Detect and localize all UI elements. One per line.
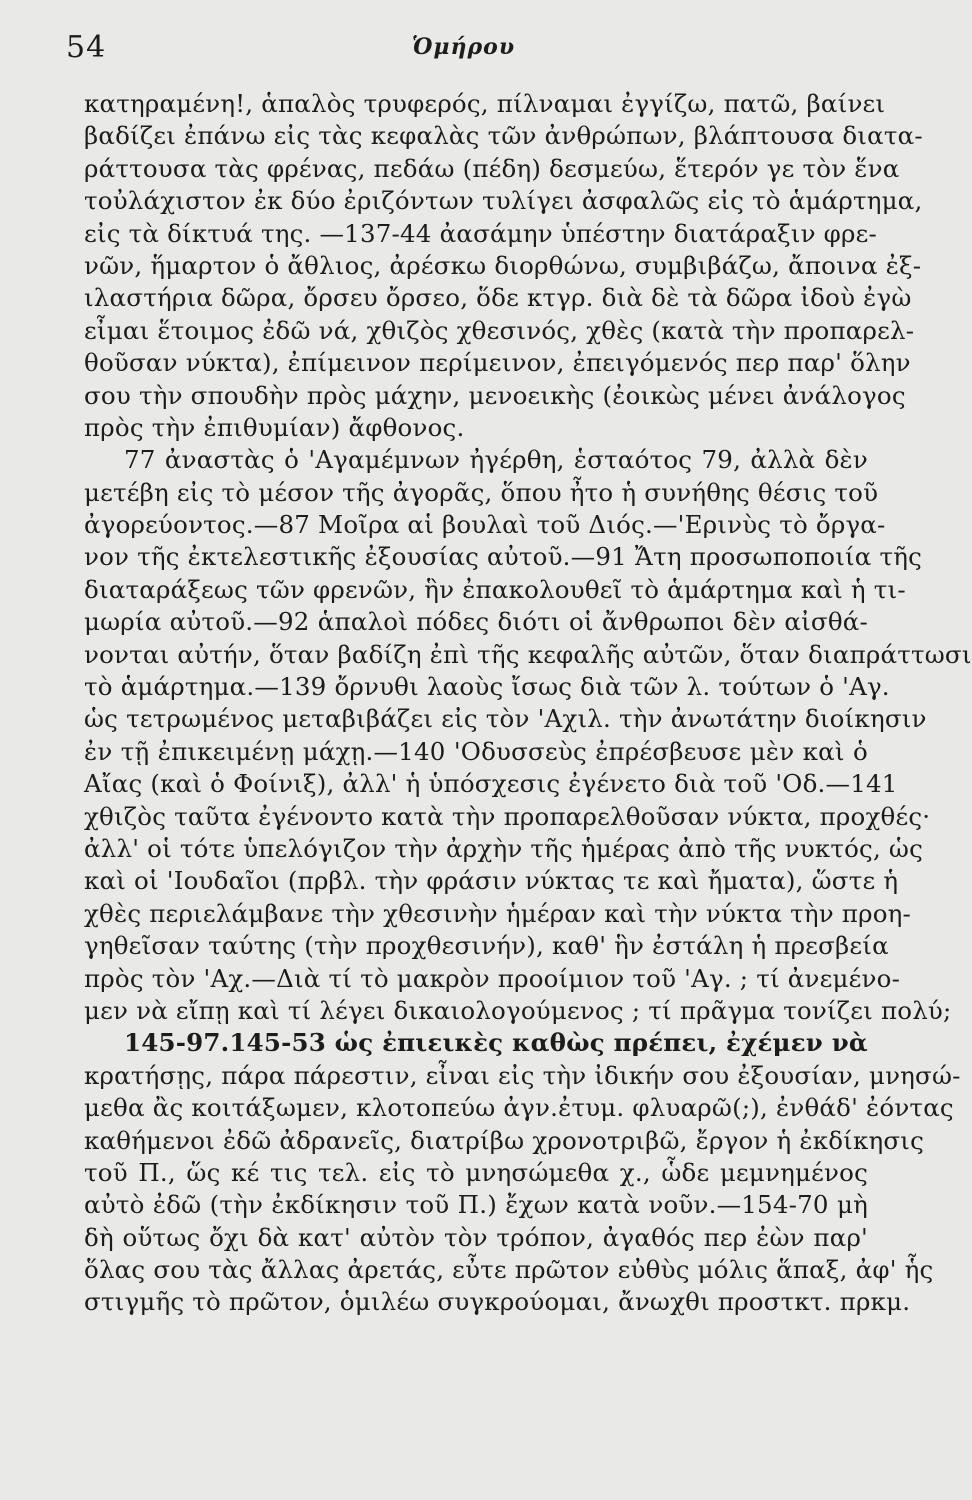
text-line: σου τὴν σπουδὴν πρὸς μάχην, μενοεικὴς (ἐοικὼς μένει ἀνάλογος — [84, 380, 906, 410]
text-line: ἐν τῇ ἐπικειμένῃ μάχῃ.—140 'Οδυσσεὺς ἐπρέσβευσε μὲν καὶ ὁ — [84, 736, 868, 766]
text-line: τὸ ἁμάρτημα.—139 ὄρνυθι λαοὺς ἴσως διὰ τῶν λ. τούτων ὁ 'Αγ. — [84, 672, 890, 702]
text-line: κατηραμένη!, ἁπαλὸς τρυφερός, πίλναμαι ἐγγίζω, πατῶ, βαίνει — [84, 89, 886, 118]
text-line: διαταράξεως τῶν φρενῶν, ἣν ἐπακολουθεῖ τὸ ἁμάρτημα καὶ ἡ τι- — [84, 574, 906, 604]
text-line: γηθεῖσαν ταύτης (τὴν προχθεσινήν), καθ' ἣν ἐστάλη ἡ πρεσβεία — [84, 931, 889, 961]
text-line: καὶ οἱ 'Ιουδαῖοι (πρβλ. τὴν φράσιν νύκτας τε καὶ ἤματα), ὥστε ἡ — [84, 866, 899, 896]
text-line: μεν νὰ εἴπῃ καὶ τί λέγει δικαιολογούμενος ; τί πρᾶγμα τονίζει πολύ; — [84, 995, 952, 1025]
text-line: στιγμῆς τὸ πρῶτον, ὁμιλέω συγκρούομαι, ἄνωχθι προστκτ. πρκμ. — [84, 1287, 911, 1317]
text-line: χθιζὸς ταῦτα ἐγένοντο κατὰ τὴν προπαρελθοῦσαν νύκτα, προχθές· — [84, 801, 931, 831]
text-line: βαδίζει ἐπάνω εἰς τὰς κεφαλὰς τῶν ἀνθρώπων, βλάπτουσα διατα- — [84, 121, 923, 151]
text-line: ράττουσα τὰς φρένας, πεδάω (πέδη) δεσμεύω, ἕτερόν γε τὸν ἕνα — [84, 153, 900, 183]
text-line: ἀλλ' οἱ τότε ὑπελόγιζον τὴν ἀρχὴν τῆς ἡμέρας ἀπὸ τῆς νυκτός, ὡς — [84, 833, 924, 863]
text-line: μετέβη εἰς τὸ μέσον τῆς ἀγορᾶς, ὅπου ἦτο ἡ συνήθης θέσις τοῦ — [84, 477, 879, 507]
text-line: χθὲς περιελάμβανε τὴν χθεσινὴν ἡμέραν καὶ τὴν νύκτα τὴν προη- — [84, 898, 912, 928]
text-line: αὐτὸ ἐδῶ (τὴν ἐκδίκησιν τοῦ Π.) ἔχων κατὰ νοῦν.—154-70 μὴ — [84, 1190, 868, 1220]
text-line: ὅλας σου τὰς ἄλλας ἀρετάς, εὖτε πρῶτον εὐθὺς μόλις ἅπαξ, ἀφ' ἧς — [84, 1255, 934, 1285]
section-heading-line: 145-97.145-53 ὡς ἐπιεικὲς καθὼς πρέπει, ἐχέμεν νὰ — [124, 1028, 868, 1058]
text-line: καθήμενοι ἐδῶ ἀδρανεῖς, διατρίβω χρονοτριβῶ, ἔργον ἡ ἐκδίκησις — [84, 1125, 925, 1155]
text-line: πρὸς τὴν ἐπιθυμίαν) ἄφθονος. — [84, 412, 465, 442]
text-line: ἀγορεύοντος.—87 Μοῖρα αἱ βουλαὶ τοῦ Διός.—'Ερινὺς τὸ ὄργα- — [84, 510, 886, 540]
text-line: κρατήσῃς, πάρα πάρεστιν, εἶναι εἰς τὴν ἰδικήν σου ἐξουσίαν, μνησώ- — [84, 1060, 961, 1090]
commentary-text — [84, 88, 972, 1319]
text-line: νῶν, ἥμαρτον ὁ ἄθλιος, ἀρέσκω διορθώνω, συμβιβάζω, ἄποινα ἐξ- — [84, 250, 922, 280]
text-line: τοὐλάχιστον ἐκ δύο ἐριζόντων τυλίγει ἀσφαλῶς εἰς τὸ ἁμάρτημα, — [84, 186, 923, 216]
text-line: εἰς τὰ δίκτυά της. —137-44 ἀασάμην ὑπέστην διατάραξιν φρε- — [84, 218, 878, 248]
text-line: εἶμαι ἕτοιμος ἐδῶ νά, χθιζὸς χθεσινός, χθὲς (κατὰ τὴν προπαρελ- — [84, 315, 915, 345]
running-title: Ὁμήρου — [411, 34, 516, 60]
text-line: πρὸς τὸν 'Αχ.—Διὰ τί τὸ μακρὸν προοίμιον τοῦ 'Αγ. ; τί ἀνεμένο- — [84, 963, 901, 993]
text-line: μεθα ἂς κοιτάξωμεν, κλοτοπεύω ἀγν.ἐτυμ. φλυαρῶ(;), ἐνθάδ' ἐόντας — [84, 1093, 954, 1123]
text-line: μωρία αὐτοῦ.—92 ἁπαλοὶ πόδες διότι οἱ ἄνθρωποι δὲν αἰσθά- — [84, 607, 868, 637]
text-line: τοῦ Π., ὥς κέ τις τελ. εἰς τὸ μνησώμεθα χ., ὧδε μεμνημένος — [84, 1157, 868, 1187]
text-line: ὡς τετρωμένος μεταβιβάζει εἰς τὸν 'Αχιλ. τὴν ἀνωτάτην διοίκησιν — [84, 704, 927, 734]
text-line: θοῦσαν νύκτα), ἐπίμεινον περίμεινον, ἐπειγόμενός περ παρ' ὅλην — [84, 348, 911, 378]
text-line: δὴ οὕτως ὄχι δὰ κατ' αὐτὸν τὸν τρόπον, ἀγαθός περ ἐὼν παρ' — [84, 1222, 868, 1252]
text-line: ιλαστήρια δῶρα, ὄρσευ ὄρσεο, ὅδε κτγρ. διὰ δὲ τὰ δῶρα ἰδοὺ ἐγὼ — [84, 283, 912, 313]
text-line: Αἴας (καὶ ὁ Φοίνιξ), ἀλλ' ἡ ὑπόσχεσις ἐγένετο διὰ τοῦ 'Οδ.—141 — [84, 769, 898, 799]
text-line: νονται αὐτήν, ὅταν βαδίζη ἐπὶ τῆς κεφαλῆς αὐτῶν, ὅταν διαπράττωσι — [84, 639, 972, 669]
paragraph-start-line: 77 ἀναστὰς ὁ 'Αγαμέμνων ἠγέρθη, ἑσταότος 79, ἀλλὰ δὲν — [124, 445, 868, 475]
page-header — [66, 30, 861, 70]
page-number: 54 — [66, 30, 107, 65]
text-line: νον τῆς ἐκτελεστικῆς ἐξουσίας αὐτοῦ.—91 Ἄτη προσωποποιία τῆς — [84, 542, 923, 572]
